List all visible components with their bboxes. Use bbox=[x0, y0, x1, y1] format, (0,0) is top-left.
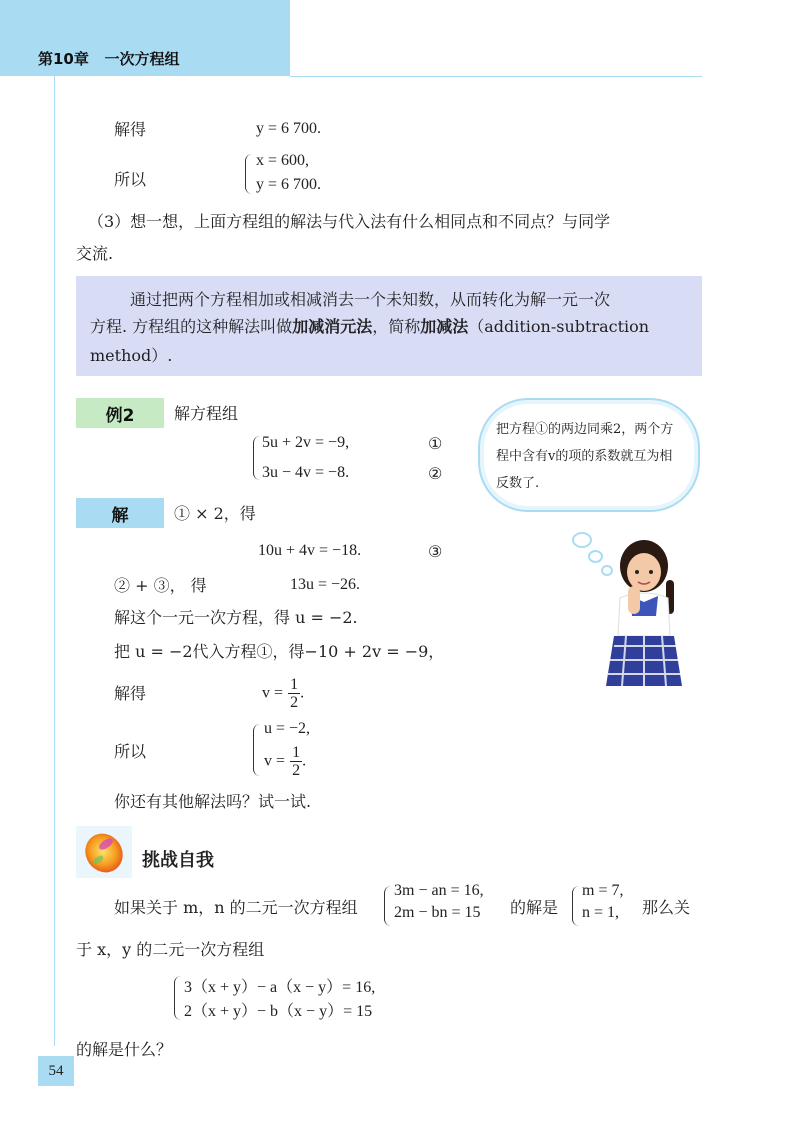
solution-step-3: 解这个一元一次方程，得 u = −2. bbox=[114, 608, 358, 627]
eq-marker-3: ③ bbox=[428, 544, 443, 561]
eq-marker-1: ① bbox=[428, 436, 443, 453]
system-brace-1 bbox=[245, 154, 252, 194]
definition-line-3: method）. bbox=[90, 346, 173, 365]
challenge-system-2a: m = 7, bbox=[582, 882, 624, 899]
fraction-numerator: 1 bbox=[290, 676, 299, 693]
solution-step-2-eq: 13u = −26. bbox=[290, 576, 361, 593]
question-3-line-1: （3）想一想，上面方程组的解法与代入法有什么相同点和不同点？与同学 bbox=[88, 212, 611, 231]
term-addition-subtraction: 加减法 bbox=[420, 317, 469, 336]
example-system-brace bbox=[253, 436, 260, 480]
definition-text: 方程. 方程组的这种解法叫做 bbox=[90, 317, 293, 336]
challenge-line-1-mid: 的解是 bbox=[510, 898, 559, 917]
therefore-label-2: 所以 bbox=[114, 742, 147, 761]
example-2-prompt: 解方程组 bbox=[174, 404, 239, 423]
period: . bbox=[300, 684, 305, 702]
therefore-label-1: 所以 bbox=[114, 170, 147, 189]
fraction-denominator: 2 bbox=[292, 762, 301, 779]
solution-step-1: ① × 2，得 bbox=[174, 504, 256, 523]
challenge-icon bbox=[76, 826, 132, 878]
challenge-system-2b: n = 1, bbox=[582, 904, 620, 921]
solve-label-1: 解得 bbox=[114, 120, 147, 139]
definition-line-2 bbox=[90, 313, 690, 340]
v-solution bbox=[262, 676, 304, 711]
thought-bubble-1 bbox=[572, 532, 592, 548]
final-system-brace bbox=[253, 724, 260, 776]
challenge-title: 挑战自我 bbox=[142, 850, 214, 871]
challenge-line-1-pre: 如果关于 m，n 的二元一次方程组 bbox=[114, 898, 358, 917]
question-3-line-2: 交流. bbox=[76, 244, 114, 263]
definition-english-term: （addition-subtraction bbox=[468, 317, 650, 336]
left-margin-rule bbox=[54, 76, 55, 1046]
term-addition-subtraction-elimination: 加减消元法 bbox=[292, 317, 373, 336]
definition-box bbox=[76, 276, 702, 376]
chapter-header bbox=[38, 48, 180, 69]
page-number: 54 bbox=[38, 1056, 74, 1086]
definition-line-1: 通过把两个方程相加或相减消去一个未知数，从而转化为解一元一次 bbox=[130, 290, 611, 309]
solve-label-2: 解得 bbox=[114, 684, 147, 703]
challenge-line-1-post: 那么关 bbox=[642, 898, 691, 917]
fraction-numerator: 1 bbox=[292, 744, 301, 761]
chapter-title: 一次方程组 bbox=[104, 50, 180, 68]
example-eq-2: 3u − 4v = −8. bbox=[262, 464, 350, 481]
example-eq-1: 5u + 2v = −9, bbox=[262, 434, 350, 451]
solve-value-1: y = 6 700. bbox=[256, 120, 322, 137]
thought-cloud-text: 把方程①的两边同乘2，两个方程中含有v的项的系数就互为相反数了. bbox=[496, 422, 674, 491]
girl-thinking-illustration bbox=[600, 536, 686, 688]
solution-step-4: 把 u = −2代入方程①，得−10 + 2v = −9， bbox=[114, 642, 445, 661]
definition-text: ，简称 bbox=[372, 317, 421, 336]
challenge-system-2-brace bbox=[572, 886, 579, 926]
header-rule bbox=[290, 76, 702, 77]
period: . bbox=[302, 752, 307, 770]
chapter-number: 第10章 bbox=[38, 50, 89, 68]
system-line-1b: y = 6 700. bbox=[256, 176, 322, 193]
example-2-label: 例2 bbox=[76, 398, 164, 428]
thought-cloud bbox=[478, 398, 700, 512]
final-u: u = −2, bbox=[264, 720, 311, 737]
fraction-one-half bbox=[288, 676, 300, 711]
challenge-line-3: 的解是什么？ bbox=[76, 1040, 173, 1059]
challenge-system-1a: 3m − an = 16, bbox=[394, 882, 484, 899]
challenge-line-2: 于 x，y 的二元一次方程组 bbox=[76, 940, 265, 959]
v-solution-lhs: v = bbox=[262, 684, 284, 702]
challenge-system-1-brace bbox=[384, 886, 391, 926]
fraction-denominator: 2 bbox=[290, 694, 299, 711]
solution-step-2-label: ② + ③， 得 bbox=[114, 576, 207, 595]
challenge-system-3-brace bbox=[174, 976, 181, 1020]
challenge-system-1b: 2m − bn = 15 bbox=[394, 904, 481, 921]
final-v bbox=[264, 744, 306, 779]
fraction-one-half bbox=[290, 744, 302, 779]
eq-marker-2: ② bbox=[428, 466, 443, 483]
solution-label: 解 bbox=[76, 498, 164, 528]
challenge-system-3b: 2（x + y）− b（x − y）= 15 bbox=[184, 1003, 373, 1020]
other-methods-prompt: 你还有其他解法吗？试一试. bbox=[114, 792, 312, 811]
system-line-1a: x = 600, bbox=[256, 152, 310, 169]
challenge-system-3a: 3（x + y）− a（x − y）= 16, bbox=[184, 979, 376, 996]
final-v-lhs: v = bbox=[264, 752, 286, 770]
solution-eq-3: 10u + 4v = −18. bbox=[258, 542, 362, 559]
